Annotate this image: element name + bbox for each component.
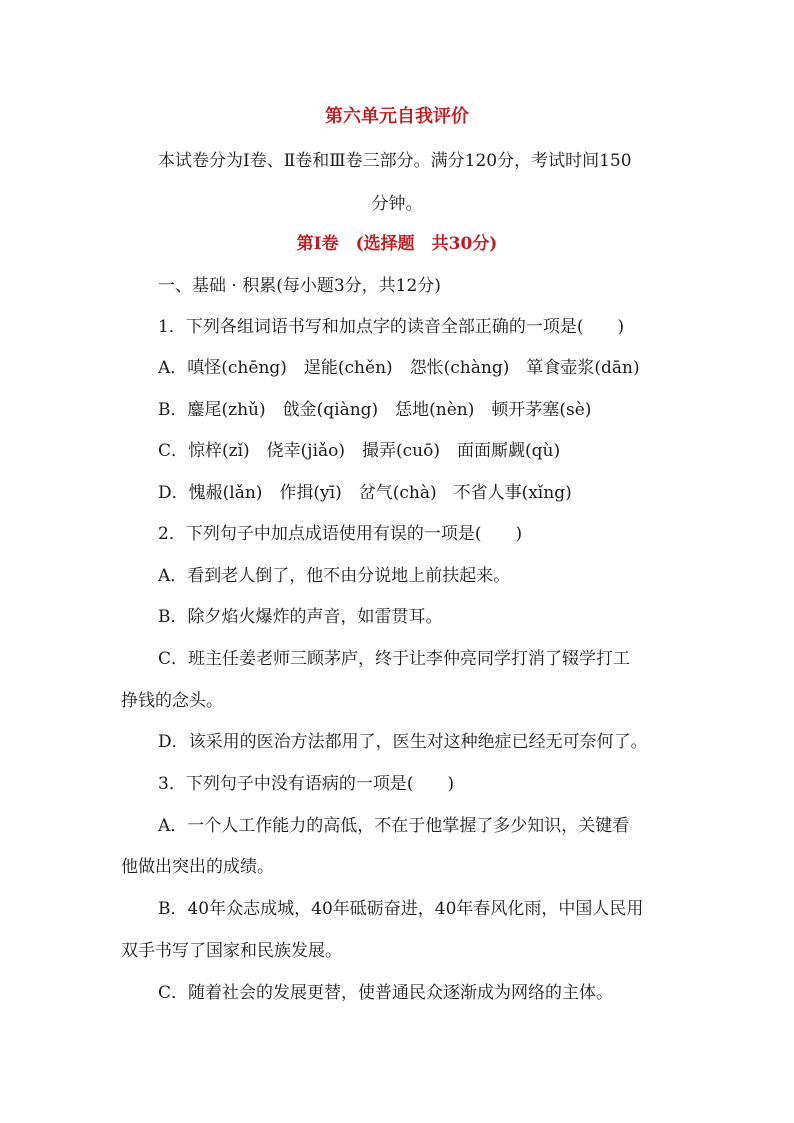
question-3-option-a-line-1: A．一个人工作能力的高低，不在于他掌握了多少知识，关键看	[158, 816, 630, 836]
question-2-option-b: B．除夕焰火爆炸的声音，如雷贯耳。	[158, 607, 443, 627]
question-1-option-d: D．愧赧(lǎn) 作揖(yī) 岔气(chà) 不省人事(xǐng)	[158, 483, 572, 503]
page-title: 第六单元自我评价	[325, 106, 469, 127]
question-1-option-b: B．鏖尾(zhǔ) 戗金(qiàng) 恁地(nèn) 顿开茅塞(sè)	[158, 400, 592, 420]
part-heading: 一、基础 · 积累(每小题3分，共12分)	[158, 276, 441, 296]
question-1-option-c: C．惊梓(zǐ) 侥幸(jiǎo) 撮弄(cuō) 面面厮觑(qù)	[158, 441, 561, 461]
question-2-option-d: D．该采用的医治方法都用了，医生对这种绝症已经无可奈何了。	[158, 732, 648, 752]
question-1-stem: 1．下列各组词语书写和加点字的读音全部正确的一项是( )	[158, 317, 625, 337]
question-3-stem: 3．下列句子中没有语病的一项是( )	[158, 774, 455, 794]
question-3-option-b-line-2: 双手书写了国家和民族发展。	[121, 941, 342, 961]
intro-line-2: 分钟。	[371, 194, 423, 214]
question-2-option-c-line-1: C．班主任姜老师三顾茅庐，终于让李仲亮同学打消了辍学打工	[158, 649, 631, 669]
question-3-option-b-line-1: B．40年众志成城，40年砥砺奋进，40年春风化雨，中国人民用	[158, 899, 644, 919]
question-3-option-a-line-2: 他做出突出的成绩。	[121, 857, 274, 877]
question-2-stem: 2．下列句子中加点成语使用有误的一项是( )	[158, 524, 523, 544]
question-3-option-c: C．随着社会的发展更替，使普通民众逐渐成为网络的主体。	[158, 983, 614, 1003]
question-2-option-a: A．看到老人倒了，他不由分说地上前扶起来。	[158, 566, 511, 586]
intro-line-1: 本试卷分为Ⅰ卷、Ⅱ卷和Ⅲ卷三部分。满分120分，考试时间150	[158, 151, 632, 171]
question-2-option-c-line-2: 挣钱的念头。	[121, 691, 223, 711]
question-1-option-a: A．嗔怪(chēng) 逞能(chěn) 怨怅(chàng) 箪食壶浆(dān)	[158, 358, 640, 378]
section-heading: 第Ⅰ卷 (选择题 共30分)	[296, 234, 498, 254]
